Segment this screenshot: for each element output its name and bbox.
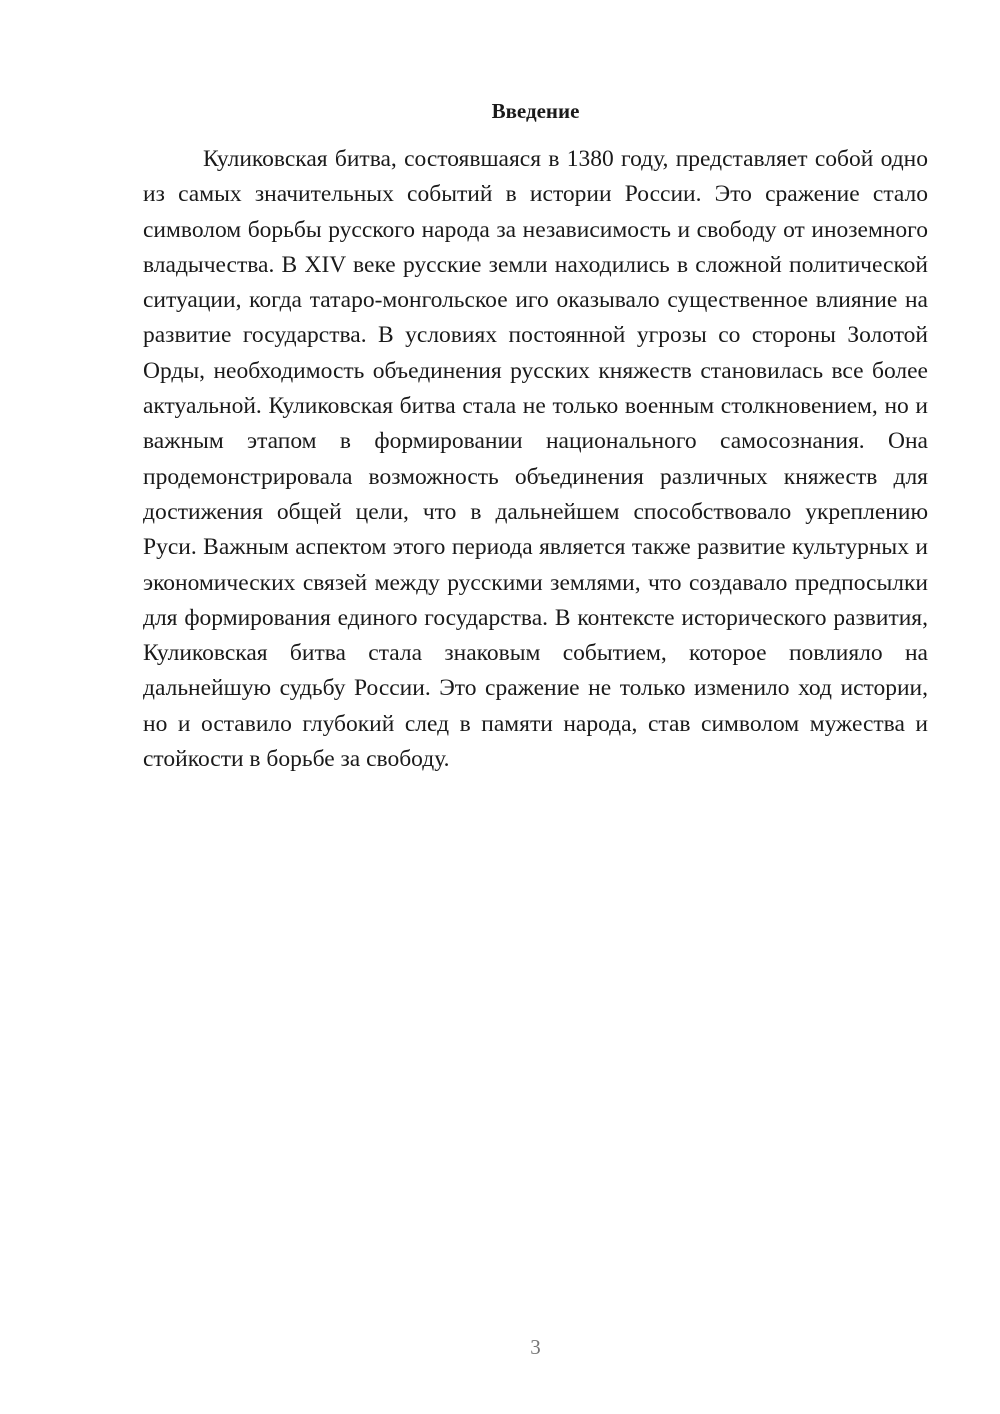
section-title: Введение	[491, 99, 580, 123]
body-paragraph: Куликовская битва, состоявшаяся в 1380 году, представляет собой одно из самых значительных событий в истории России. Это сражение стало символом борьбы русского народа за независимость и свободу от иноземного владычества. В XIV веке русские земли находились в сложной политической ситуации, когда татаро-монгольское иго оказывало существенное влияние на развитие государства. В условиях постоянной угрозы со стороны Золотой Орды, необходимость объединения русских княжеств становилась все более актуальной. Куликовская битва стала не только военным столкновением, но и важным этапом в формировании национального самосознания. Она продемонстрировала возможность объединения различных княжеств для достижения общей цели, что в дальнейшем способствовало укреплению Руси. Важным аспектом этого периода является также развитие культурных и экономических связей между русскими землями, что создавало предпосылки для формирования единого государства. В контексте исторического развития, Куликовская битва стала знаковым событием, которое повлияло на дальнейшую судьбу России. Это сражение не только изменило ход истории, но и оставило глубокий след в памяти народа, став символом мужества и стойкости в борьбе за свободу.	[143, 146, 928, 773]
page-number: 3	[530, 1335, 541, 1359]
